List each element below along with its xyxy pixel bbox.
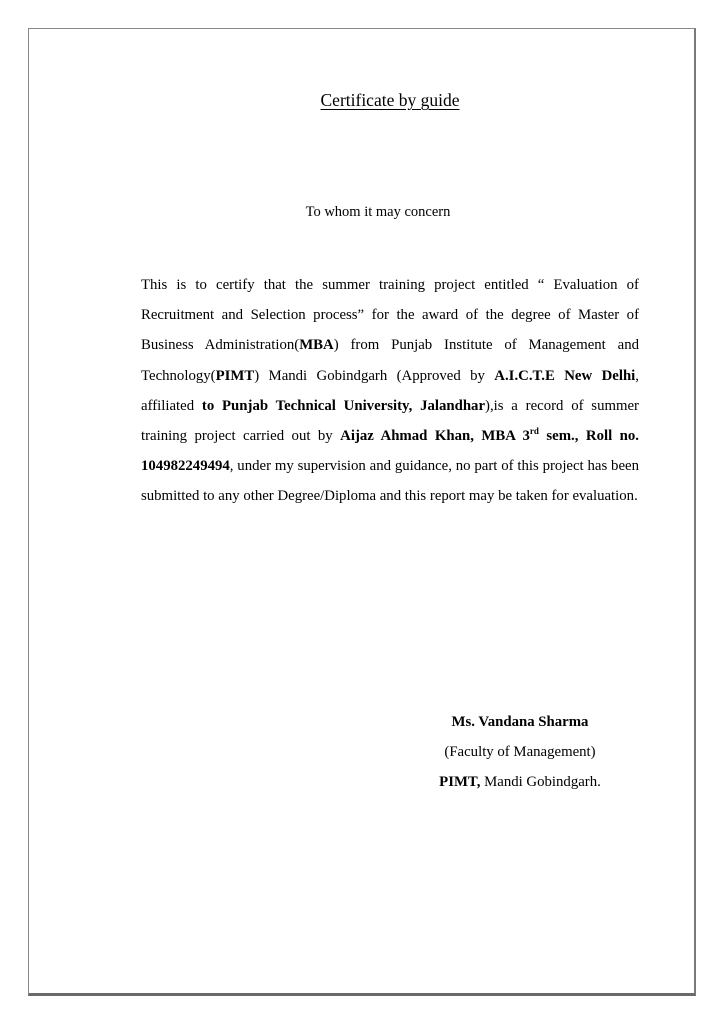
certificate-title: Certificate by guide bbox=[320, 90, 460, 110]
guide-designation: (Faculty of Management) bbox=[444, 744, 596, 761]
guide-institute bbox=[400, 767, 640, 797]
degree-abbr: MBA bbox=[299, 337, 334, 354]
body-text-3: ) Mandi Gobindgarh (Approved by bbox=[254, 367, 495, 384]
institute-bold: PIMT, bbox=[439, 774, 481, 791]
page-border bbox=[28, 28, 696, 996]
approval-body: A.I.C.T.E New Delhi bbox=[494, 367, 636, 384]
ordinal-suffix: rd bbox=[529, 426, 539, 437]
certificate-body bbox=[141, 270, 639, 512]
body-text-1: This is to certify that the summer training project entitled “ Evaluation of Recruitment and Selection process” for the award of the degree of Master of Business Administration( bbox=[141, 277, 639, 354]
roll-number: sem., Roll no. 104982249494 bbox=[141, 428, 639, 475]
university-name: to Punjab Technical University, Jalandhar bbox=[201, 397, 486, 414]
institute-abbr: PIMT bbox=[215, 367, 255, 384]
salutation: To whom it may concern bbox=[305, 204, 451, 220]
institute-location: Mandi Gobindgarh. bbox=[480, 774, 601, 791]
body-text-6: , under my supervision and guidance, no part of this project has been submitted to any other Degree/Diploma and this report may be taken for evaluation. bbox=[141, 458, 639, 505]
body-text-2: ) from Punjab Institute of Management and Technology( bbox=[141, 337, 640, 384]
guide-name bbox=[400, 707, 640, 737]
student-name-semester: Aijaz Ahmad Khan, MBA 3 bbox=[340, 428, 530, 445]
guide-name-text: Ms. Vandana Sharma bbox=[451, 714, 589, 730]
signature-block bbox=[400, 707, 640, 798]
body-text-5: ),is a record of summer training project carried out by bbox=[141, 397, 639, 445]
body-text-4: , affiliated bbox=[141, 367, 639, 414]
